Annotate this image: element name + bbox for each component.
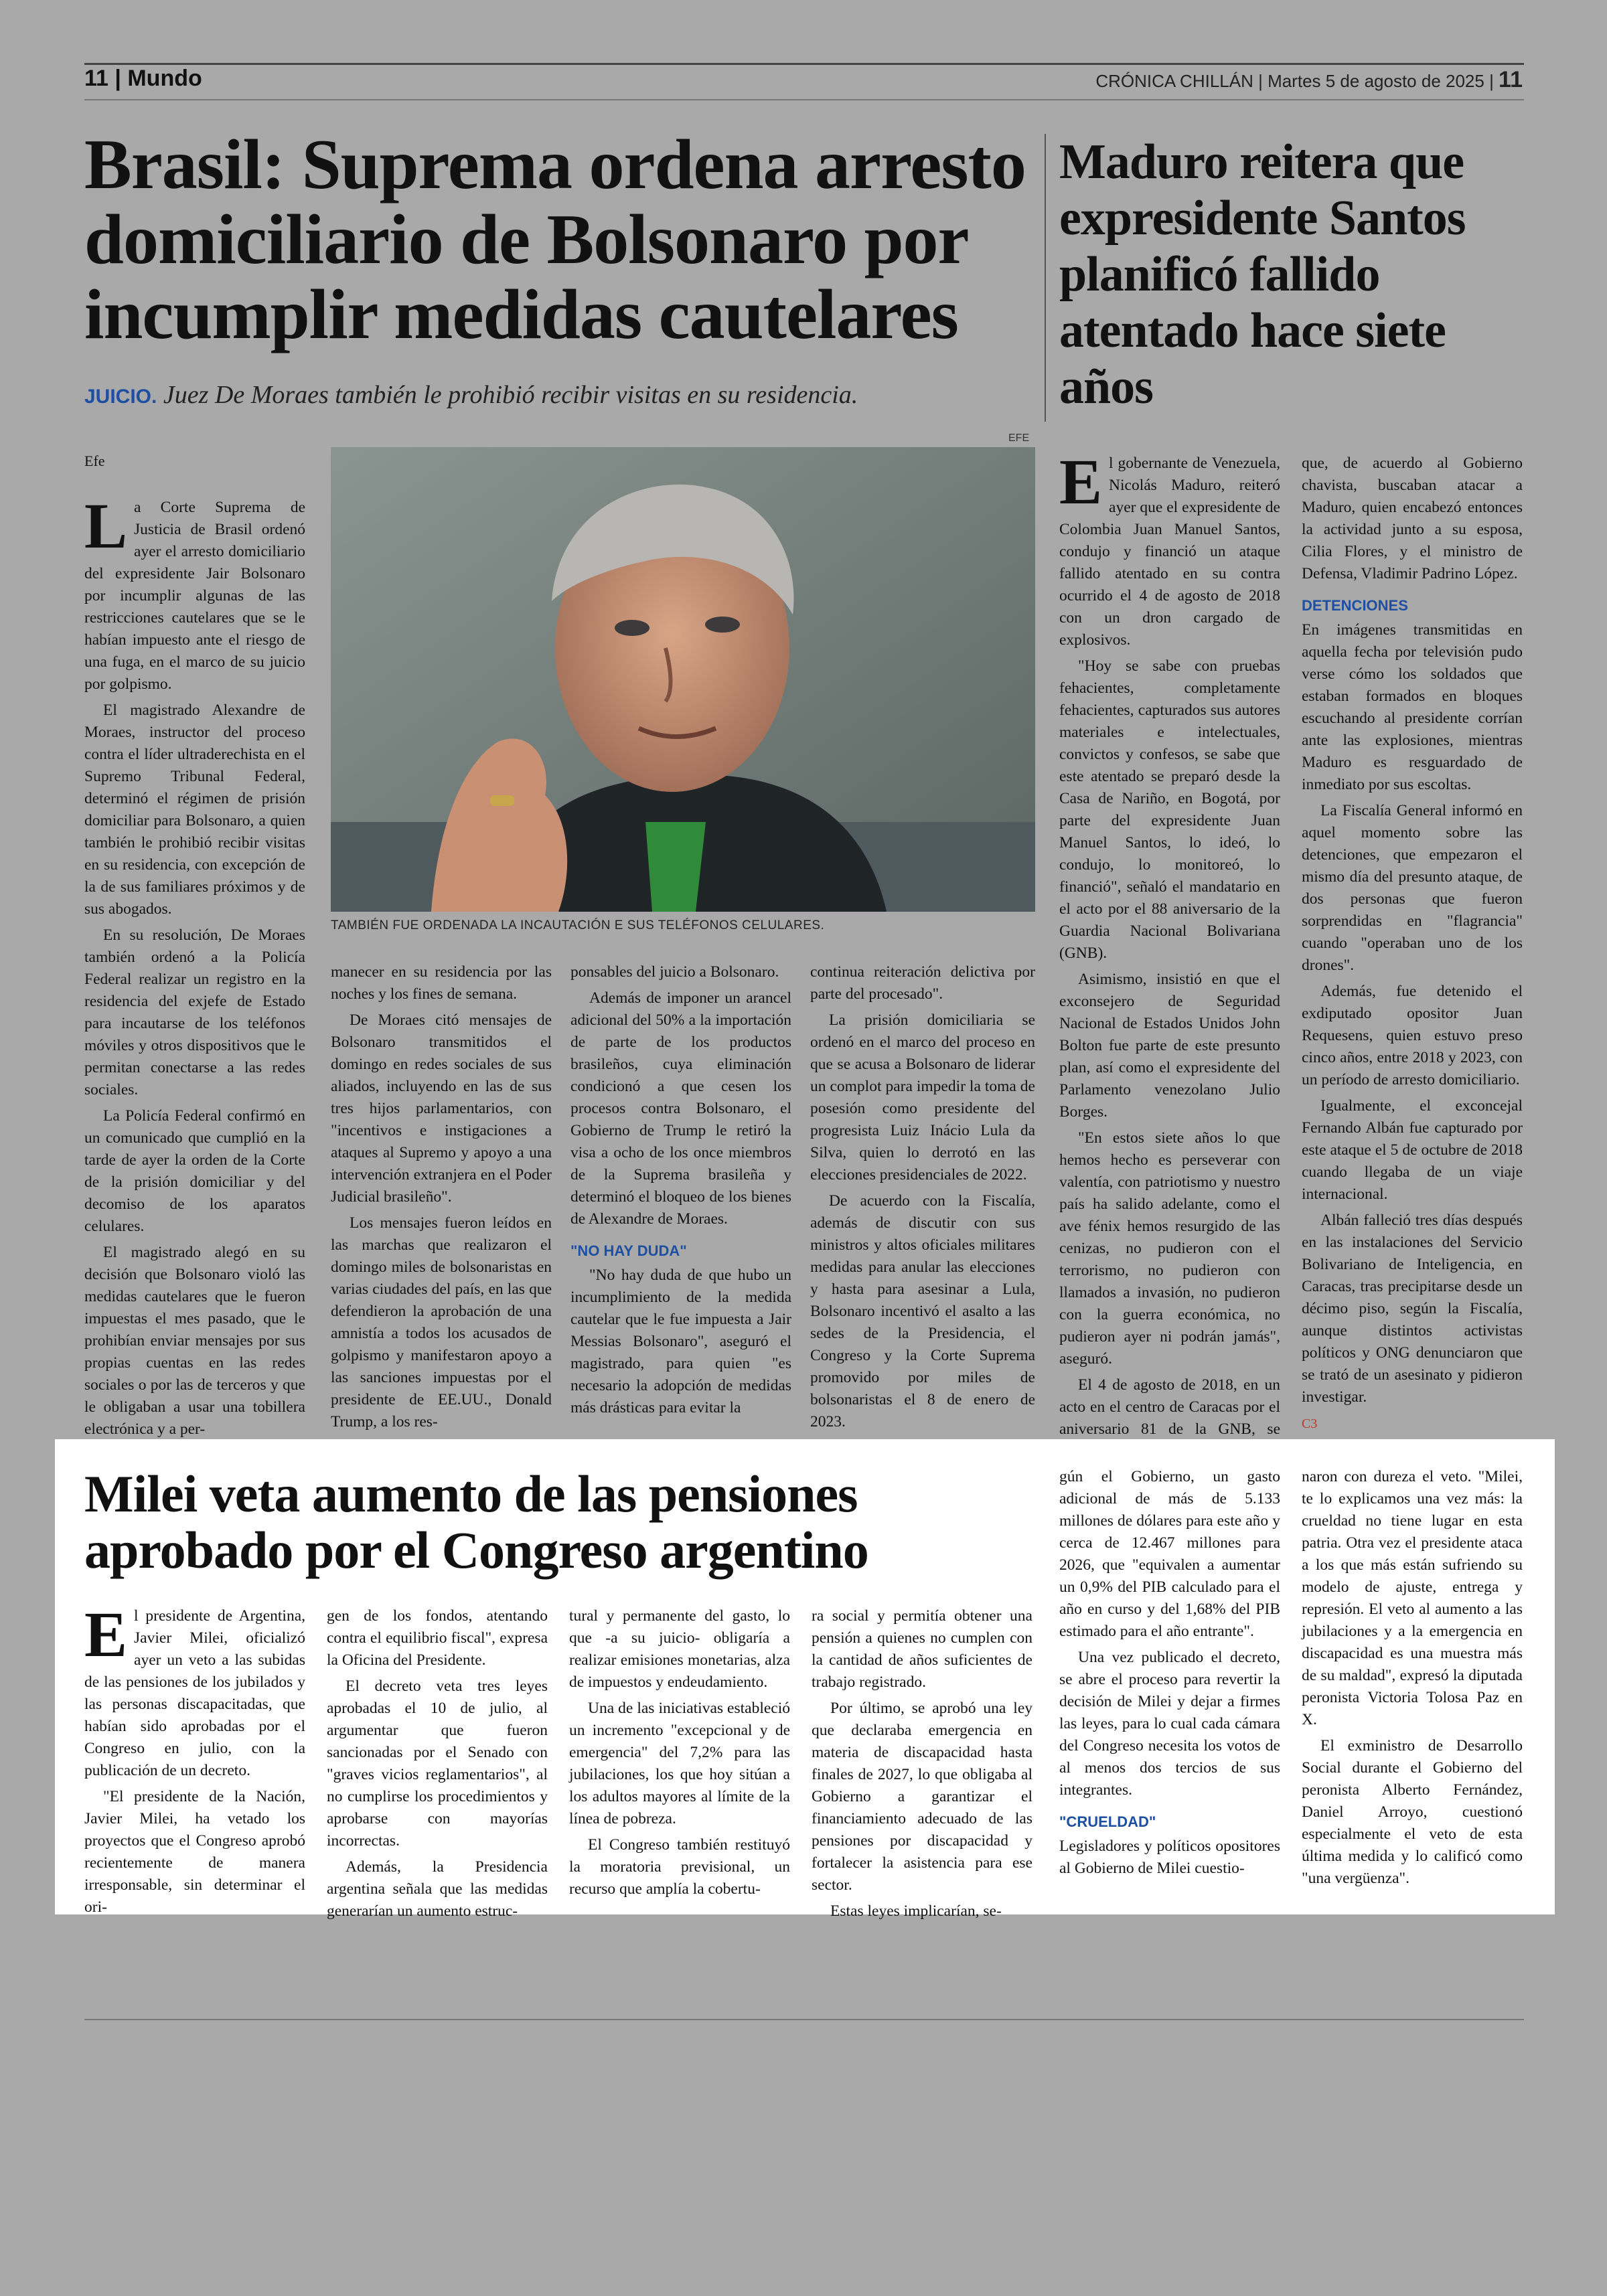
- byline-efe: Efe: [84, 453, 105, 469]
- paragraph: "En estos siete años lo que hemos hecho es perseverar con valentía, con patriotismo y nuestro país ha salido adelante, como el ave fénix hemos resurgido de las cenizas, no pudieron con el terrorismo, no pudieron con llamados a invasión, no pudieron con la guerra económica, no pudieron ayer ni podrán jamás", aseguró.: [1059, 1129, 1280, 1368]
- paragraph: El Congreso también restituyó la moratoria previsional, un recurso que amplía la cobertu-: [569, 1836, 790, 1898]
- paragraph: El 4 de agosto de 2018, en un acto en el centro de Caracas por el aniversario 81 de la GNB, se: [1059, 1376, 1280, 1438]
- paragraph: "No hay duda de que hubo un incumplimiento de la medida cautelar que le fue impuesta a Jair Messias Bolsonaro", aseguró el magistrado, para quien "es necesario la adopción de medidas más drásticas para evitar la: [570, 1266, 791, 1416]
- paragraph: El exministro de Desarrollo Social durante el Gobierno del peronista Alberto Fernández, Daniel Arroyo, cuestionó especialmente el veto de esta última medida y lo calificó como "una vergüenza".: [1302, 1737, 1523, 1887]
- paragraph: El magistrado Alexandre de Moraes, instructor del proceso contra el líder ultraderechista en el Supremo Tribunal Federal, determinó el régimen de prisión domiciliar para Bolsonaro, a quien también le prohibió recibir visitas en su residencia, con excepción de la de sus familiares próximos y de sus abogados.: [84, 702, 305, 918]
- paragraph: El decreto veta tres leyes aprobadas el 10 de julio, al argumentar que fueron sancionadas por el Senado con "graves vicios reglamentarios", al no cumplirse los procedimientos y aprobarse con mayorías incorrectas.: [327, 1677, 548, 1850]
- paragraph: que, de acuerdo al Gobierno chavista, buscaban atacar a Maduro, quien encabezó entonces la actividad junto a su esposa, Cilia Flores, y el ministro de Defensa, Vladimir Padrino López.: [1302, 455, 1523, 582]
- maduro-column-2: [1302, 453, 1523, 1435]
- headline-maduro: Maduro reitera que expresidente Santos planificó fallido atentado hace siete años: [1059, 135, 1466, 414]
- bolsonaro-column-4: [810, 961, 1035, 1460]
- page-header-right: CRÓNICA CHILLÁN | Martes 5 de agosto de 2025 | 11: [1095, 67, 1523, 92]
- milei-column-3: [569, 1605, 790, 1904]
- paragraph: Igualmente, el exconcejal Fernando Albán fue capturado por este ataque el 5 de octubre de 2018 cuando llegaba de un viaje internacional.: [1302, 1097, 1523, 1203]
- paragraph: El gobernante de Venezuela, Nicolás Maduro, reiteró ayer que el expresidente de Colombia Juan Manuel Santos, condujo y financió un ataque fallido atentado en su contra ocurrido el 4 de agosto de 2018 con un dron cargado de explosivos.: [1059, 446, 1280, 649]
- subhead-detenciones: DETENCIONES: [1302, 597, 1408, 614]
- milei-column-2: [327, 1605, 548, 1926]
- paragraph: Los mensajes fueron leídos en las marchas que realizaron el domingo miles de bolsonaristas en varias ciudades del país, en las que defendieron la aprobación de una amnistía a todos los acusados de golpismo y manifestaron apoyo a las sanciones impuestas por el presidente de EE.UU., Donald Trump, a los res-: [331, 1214, 552, 1430]
- photo-caption: TAMBIÉN FUE ORDENADA LA INCAUTACIÓN E SUS TELÉFONOS CELULARES.: [331, 918, 825, 932]
- subhead-crueldad: "CRUELDAD": [1059, 1813, 1156, 1830]
- milei-column-4: [812, 1605, 1032, 1926]
- paragraph: El presidente de Argentina, Javier Milei, oficializó ayer un veto a las subidas de las pensiones de los jubilados y las personas discapacitadas, que habían sido aprobadas por el Congreso en julio, con la publicación de un decreto.: [84, 1598, 305, 1779]
- paragraph: El magistrado alegó en su decisión que Bolsonaro violó las medidas cautelares que le fueron impuestas el mes pasado, que le prohibían enviar mensajes por sus propias cuentas en las redes sociales o por las de terceros y que le obligaban a usar una tobillera electrónica y a per-: [84, 1244, 305, 1438]
- paragraph: naron con dureza el veto. "Milei, te lo explicamos una vez más: la crueldad no tiene lugar en esta patria. Otra vez el presidente ataca a los que más están sufriendo su modelo de ajuste, entrega y represión. El veto al aumento a las jubilaciones y a la emergencia en discapacidad es una muestra más de su maldad", expresó la diputada peronista Victoria Tolosa Paz en X.: [1302, 1468, 1523, 1728]
- column-divider: [1045, 134, 1046, 422]
- paragraph: Asimismo, insistió en que el exconsejero de Seguridad Nacional de Estados Unidos John Bolton fue parte de este presunto plan, así como el expresidente del Parlamento venezolano Julio Borges.: [1059, 971, 1280, 1121]
- paragraph: Además de imponer un arancel adicional del 50% a la importación de parte de los productos brasileños, cuya eliminación condicionó a que cesen los procesos contra Bolsonaro, el Gobierno de Trump le retiró la visa a ocho de los once miembros de la Suprema brasileña y determinó el bloqueo de los bienes de Alexandre de Moraes.: [570, 989, 791, 1228]
- subtitle-bolsonaro: [84, 380, 858, 410]
- paragraph: continua reiteración delictiva por parte del procesado".: [810, 963, 1035, 1003]
- headline-bolsonaro: Brasil: Suprema ordena arresto domiciliario de Bolsonaro por incumplir medidas cautelares: [84, 125, 1026, 353]
- paragraph: En su resolución, De Moraes también ordenó a la Policía Federal realizar un registro en la residencia del exjefe de Estado para incautarse de los teléfonos móviles y otros dispositivos que le permitan conectarse a las redes sociales.: [84, 926, 305, 1098]
- bolsonaro-portrait-image: [331, 447, 1035, 912]
- paragraph: La Fiscalía General informó en aquel momento sobre las detenciones, que empezaron el mismo día del presunto ataque, de dos personas que fueron sorprendidas en "flagrancia" cuando "operaban uno de los drones".: [1302, 802, 1523, 974]
- subhead-no-hay-duda: "NO HAY DUDA": [570, 1242, 687, 1259]
- article-end-mark: C3: [1302, 1416, 1318, 1431]
- paragraph: La prisión domiciliaria se ordenó en el marco del proceso en que se acusa a Bolsonaro de liderar un complot para impedir la toma de posesión como presidente del progresista Luiz Inácio Lula da Silva, quien lo derrotó en las elecciones presidenciales de 2022.: [810, 1011, 1035, 1183]
- paragraph: gún el Gobierno, un gasto adicional de más de 5.133 millones de dólares para este año y cerca de 12.467 millones para 2026, que "equivalen a aumentar un 0,9% del PIB calculado para el año en curso y del 1,68% del PIB estimado para el año entrante".: [1059, 1468, 1280, 1640]
- paragraph: Una de las iniciativas estableció un incremento "excepcional y de emergencia" del 7,2% para las jubilaciones, los que hoy sitúan a los adultos mayores al límite de la línea de pobreza.: [569, 1700, 790, 1827]
- paragraph: tural y permanente del gasto, lo que -a su juicio- obligaría a realizar emisiones monetarias, alza de impuestos y endeudamiento.: [569, 1607, 790, 1691]
- paragraph: Estas leyes implicarían, se-: [830, 1902, 1002, 1920]
- paragraph: Por último, se aprobó una ley que declaraba emergencia en materia de discapacidad hasta finales de 2027, lo que obligaba al Gobierno a garantizar el financiamiento adecuado de las pensiones por discapacidad y fortalecer la asistencia para ese sector.: [812, 1700, 1032, 1894]
- paragraph: Una vez publicado el decreto, se abre el proceso para revertir la decisión de Milei y dejar a firmes las leyes, para lo cual cada cámara del Congreso necesita los votos de al menos dos tercios de sus integrantes.: [1059, 1649, 1280, 1799]
- bolsonaro-column-2: [331, 961, 552, 1437]
- bolsonaro-column-3: [570, 961, 791, 1423]
- photo-credit: EFE: [1008, 432, 1030, 444]
- paragraph: Legisladores y políticos opositores al Gobierno de Milei cuestio-: [1059, 1837, 1280, 1877]
- paragraph: La Policía Federal confirmó en un comunicado que cumplió en la tarde de ayer la orden de la Corte de la prisión domiciliar y del decomiso de los aparatos celulares.: [84, 1107, 305, 1235]
- bolsonaro-photo: [331, 447, 1035, 912]
- paragraph: Albán falleció tres días después en las instalaciones del Servicio Bolivariano de Inteligencia, en Caracas, tras precipitarse desde un décimo piso, según la Fiscalía, aunque distintos activistas políticos y ONG denunciaron que se trató de un asesinato y pidieron investigar.: [1302, 1212, 1523, 1406]
- paragraph: Además, fue detenido el exdiputado opositor Juan Requesens, quien estuvo preso cinco años, entre 2018 y 2023, con un período de arresto domiciliario.: [1302, 983, 1523, 1088]
- section-name: Mundo: [127, 66, 202, 91]
- header-top-rule: [84, 63, 1524, 65]
- bolsonaro-column-1: [84, 490, 305, 1445]
- kicker-juicio: JUICIO.: [84, 386, 157, 408]
- paragraph: "Hoy se sabe con pruebas fehacientes, completamente fehacientes, capturados sus autores materiales e intelectuales, convictos y confesos, se sabe que este atentado se preparó desde la Casa de Nariño, en Bogotá, por parte del expresidente Juan Manuel Santos, lo ideó, lo condujo, lo monitoreó, lo financió", señaló el mandatario en el acto por el 88 aniversario de la Guardia Nacional Bolivariana (GNB).: [1059, 657, 1280, 962]
- paragraph: gen de los fondos, atentando contra el equilibrio fiscal", expresa la Oficina del Presidente.: [327, 1607, 548, 1669]
- milei-column-1: [84, 1598, 305, 1922]
- maduro-column-1: [1059, 446, 1280, 1467]
- paragraph: De Moraes citó mensajes de Bolsonaro transmitidos el domingo en redes sociales de sus aliados, incluyendo en las de sus tres hijos parlamentarios, con "incentivos e instigaciones a ataques al Supremo y apoyo a una intervención extranjera en el Poder Judicial brasileño".: [331, 1011, 552, 1206]
- paragraph: ponsables del juicio a Bolsonaro.: [570, 963, 779, 981]
- headline-milei: Milei veta aumento de las pensiones aprobado por el Congreso argentino: [84, 1465, 868, 1579]
- paragraph: En imágenes transmitidas en aquella fecha por televisión pudo verse cómo los soldados que estaban formados en bloques escuchando al presidente corrían ante las explosiones, mientras Maduro es resguardado de inmediato por sus escoltas.: [1302, 621, 1523, 793]
- page-number-right: 11: [1499, 67, 1523, 92]
- paragraph: ra social y permitía obtener una pensión a quienes no cumplen con la cantidad de años suficientes de trabajo registrado.: [812, 1607, 1032, 1691]
- footer-rule: [84, 2019, 1524, 2020]
- subtitle-text: Juez De Moraes también le prohibió recibir visitas en su residencia.: [163, 381, 858, 409]
- paragraph: manecer en su residencia por las noches y los fines de semana.: [331, 963, 552, 1003]
- milei-column-5: [1059, 1466, 1280, 1884]
- page-header-left: 11 | Mundo: [84, 66, 202, 91]
- issue-date: Martes 5 de agosto de 2025: [1268, 71, 1484, 91]
- milei-column-6: [1302, 1466, 1523, 1894]
- paragraph: "El presidente de la Nación, Javier Milei, ha vetado los proyectos que el Congreso aprobó recientemente de manera irresponsable, sin determinar el ori-: [84, 1788, 305, 1916]
- page-number-left: 11: [84, 66, 108, 91]
- paragraph: Además, la Presidencia argentina señala que las medidas generarían un aumento estruc-: [327, 1858, 548, 1920]
- paper-name: CRÓNICA CHILLÁN: [1095, 71, 1253, 91]
- header-bottom-rule: [84, 99, 1524, 100]
- paragraph: De acuerdo con la Fiscalía, además de discutir con sus ministros y altos oficiales militares medidas para anular las elecciones y hasta para asesinar a Lula, Bolsonaro incentivó el asalto a las sedes de la Presidencia, el Congreso y la Corte Suprema promovido por miles de bolsonaristas el 8 de enero de 2023.: [810, 1192, 1035, 1430]
- paragraph: La Corte Suprema de Justicia de Brasil ordenó ayer el arresto domiciliario del expresidente Jair Bolsonaro por incumplir algunas de las restricciones cautelares que se le habían impuesto ante el riesgo de una fuga, en el marco de su juicio por golpismo.: [84, 490, 305, 693]
